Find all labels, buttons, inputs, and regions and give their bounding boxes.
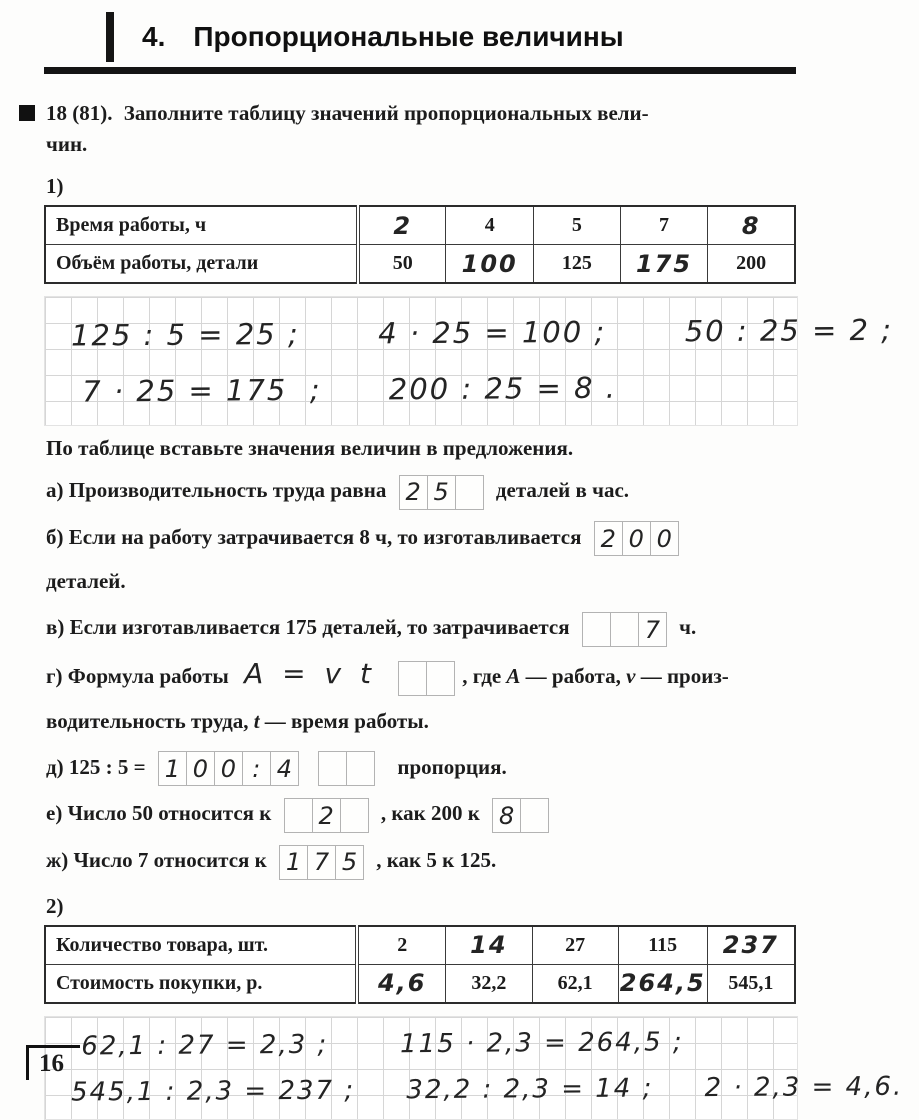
item-a xyxy=(46,471,800,510)
item-g-continued xyxy=(46,702,800,740)
answer-box xyxy=(399,475,484,510)
table-cell-handwritten: 8 xyxy=(708,206,795,245)
table-cell: 200 xyxy=(708,245,795,284)
answer-cell: 5 xyxy=(335,845,364,880)
item-text: 125 : 5 = xyxy=(68,754,146,779)
row-label: Количество товара, шт. xyxy=(45,926,357,965)
table-2 xyxy=(44,925,796,1004)
answer-cell-empty xyxy=(398,661,427,696)
answer-cell-empty xyxy=(582,612,611,647)
table-cell: 545,1 xyxy=(707,964,795,1003)
item-label: г) xyxy=(46,664,63,689)
answer-cell: 0 xyxy=(622,521,651,556)
answer-cell-empty xyxy=(455,475,484,510)
answer-cell-empty xyxy=(346,751,375,786)
chapter-number: 4. xyxy=(142,21,166,52)
table-1 xyxy=(44,205,796,284)
answer-cell-empty xyxy=(340,798,369,833)
handwritten-calculation-line: 545,1 : 2,3 = 237 ; 32,2 : 2,3 = 14 ; 2 · 2,3 = 4,6. xyxy=(70,1071,904,1108)
answer-cell: 0 xyxy=(650,521,679,556)
item-text: , как 200 к xyxy=(380,801,480,826)
answer-cell: 7 xyxy=(307,845,336,880)
item-label: а) xyxy=(46,478,64,502)
item-text: Если изготавливается 175 деталей, то затрачивается xyxy=(69,615,570,640)
header-vertical-bar xyxy=(106,12,114,62)
var-t: t xyxy=(253,708,260,733)
item-text: Формула работы xyxy=(67,664,229,689)
table-cell-handwritten: 100 xyxy=(446,245,534,284)
intro-sentence: По таблице вставьте значения величин в предложения. xyxy=(46,436,574,460)
item-text: , где xyxy=(462,664,502,689)
answer-cell-empty xyxy=(318,751,347,786)
item-zh xyxy=(46,841,800,880)
table-cell: 4 xyxy=(446,206,534,245)
item-b xyxy=(46,518,800,557)
var-A: A xyxy=(506,664,521,689)
table-cell-handwritten: 4,6 xyxy=(357,964,445,1003)
handwritten-calculation-line: 125 : 5 = 25 ; 4 · 25 = 100 ; 50 : 25 = 2 ; xyxy=(70,312,894,353)
table-cell: 115 xyxy=(618,926,707,965)
answer-box xyxy=(582,612,667,647)
item-g xyxy=(46,655,800,696)
answer-cell: 8 xyxy=(492,798,521,833)
item-b-continued: деталей. xyxy=(46,569,126,594)
item-e xyxy=(46,794,800,833)
table-cell-handwritten: 14 xyxy=(446,926,532,965)
table-cell: 27 xyxy=(532,926,618,965)
answer-box-empty xyxy=(318,751,375,786)
header-rule xyxy=(44,67,796,74)
answer-box xyxy=(284,798,369,833)
item-text: Число 7 относится к xyxy=(73,848,267,873)
table-cell-handwritten: 237 xyxy=(707,926,795,965)
answer-cell: 2 xyxy=(399,475,428,510)
item-v xyxy=(46,608,800,647)
page-title: Пропорциональные величины xyxy=(193,21,624,52)
answer-cell: 7 xyxy=(638,612,667,647)
item-text: — работа, xyxy=(525,664,621,689)
answer-cell: : xyxy=(242,751,271,786)
answer-box xyxy=(279,845,364,880)
page-header xyxy=(106,12,800,62)
answer-cell: 2 xyxy=(594,521,623,556)
handwritten-calc-area-2 xyxy=(44,1016,904,1120)
item-text: Число 50 относится к xyxy=(67,801,272,826)
item-label: б) xyxy=(46,524,64,549)
answer-box xyxy=(594,521,679,556)
item-text: водительность труда, xyxy=(46,708,249,733)
item-label: ж) xyxy=(46,848,69,873)
table-cell-handwritten: 264,5 xyxy=(618,964,707,1003)
answer-cell: 5 xyxy=(427,475,456,510)
item-text: Производительность труда равна xyxy=(68,478,387,502)
table-2-row-1 xyxy=(45,926,795,965)
item-label: д) xyxy=(46,754,64,779)
answer-box xyxy=(158,751,299,786)
table-cell-handwritten: 175 xyxy=(620,245,708,284)
table-1-row-1 xyxy=(45,206,795,245)
answer-cell: 0 xyxy=(214,751,243,786)
task-text-line1: Заполните таблицу значений пропорциональных вели- xyxy=(123,101,649,125)
page-number: 16 xyxy=(26,1045,80,1080)
task-bullet-square xyxy=(19,105,35,121)
answer-cell: 1 xyxy=(158,751,187,786)
handwritten-calc-area-1 xyxy=(44,296,894,426)
answer-box-empty xyxy=(398,661,455,696)
row-label: Объём работы, детали xyxy=(45,245,358,284)
section-1-label: 1) xyxy=(46,174,64,198)
item-label: е) xyxy=(46,801,63,826)
section-2-label: 2) xyxy=(46,893,64,918)
row-label: Время работы, ч xyxy=(45,206,358,245)
answer-box xyxy=(492,798,549,833)
answer-cell-empty xyxy=(426,661,455,696)
table-cell-handwritten: 2 xyxy=(358,206,446,245)
row-label: Стоимость покупки, р. xyxy=(45,964,357,1003)
table-2-row-2 xyxy=(45,964,795,1003)
item-text: — время работы. xyxy=(264,708,429,733)
table-cell: 2 xyxy=(357,926,445,965)
handwritten-calculation-line: 7 · 25 = 175 ; 200 : 25 = 8 . xyxy=(70,370,618,409)
table-cell: 32,2 xyxy=(446,964,532,1003)
table-cell: 125 xyxy=(534,245,621,284)
answer-cell-empty xyxy=(284,798,313,833)
table-cell: 62,1 xyxy=(532,964,618,1003)
item-label: в) xyxy=(46,615,65,640)
answer-cell-empty xyxy=(520,798,549,833)
item-d xyxy=(46,748,800,787)
item-text: , как 5 к 125. xyxy=(376,848,497,873)
task-statement xyxy=(46,98,800,160)
item-text: Если на работу затрачивается 8 ч, то изготавливается xyxy=(68,524,582,549)
answer-cell: 1 xyxy=(279,845,308,880)
table-cell: 5 xyxy=(534,206,621,245)
var-v: v xyxy=(626,664,636,689)
item-text: ч. xyxy=(679,615,697,640)
answer-cell: 4 xyxy=(270,751,299,786)
item-text: деталей в час. xyxy=(495,478,630,502)
item-text: — произ- xyxy=(640,664,729,689)
item-text: пропорция. xyxy=(397,754,507,779)
handwritten-formula: A = v t xyxy=(244,657,376,691)
answer-cell-empty xyxy=(610,612,639,647)
task-number: 18 (81). xyxy=(46,101,113,125)
task-text-line2: чин. xyxy=(46,132,88,156)
table-1-row-2 xyxy=(45,245,795,284)
answer-cell: 2 xyxy=(312,798,341,833)
answer-cell: 0 xyxy=(186,751,215,786)
handwritten-calculation-line: 62,1 : 27 = 2,3 ; 115 · 2,3 = 264,5 ; xyxy=(70,1027,684,1062)
table-cell: 50 xyxy=(358,245,446,284)
table-cell: 7 xyxy=(620,206,708,245)
